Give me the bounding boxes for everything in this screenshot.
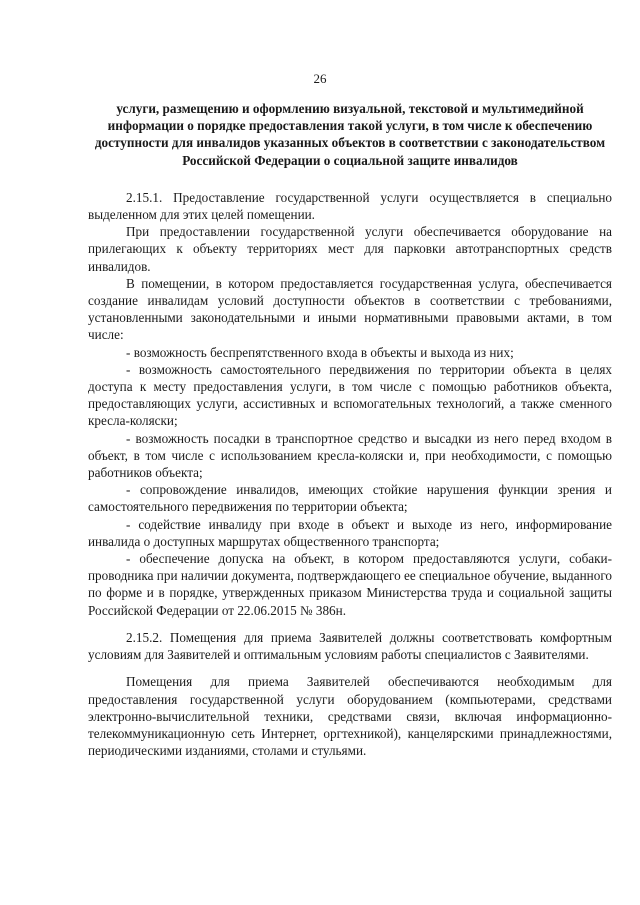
section-heading: услуги, размещению и оформлению визуальной, текстовой и мультимедийной информации о порядке предоставления такой услуги, в том числе к обеспечению доступности для инвалидов указанных объектов в соответствии с законодательством Российской Федерации о социальной защите инвалидов (94, 101, 606, 168)
paragraph-parking: При предоставлении государственной услуги обеспечивается оборудование на прилегающих к объекту территориях мест для парковки автотранспортных средств инвалидов. (88, 224, 612, 274)
paragraph-accessibility-conditions: В помещении, в котором предоставляется государственная услуга, обеспечивается создание инвалидам условий доступности объектов в соответствии с требованиями, установленными законодательными и иными нормативными правовыми актами, в том числе: (88, 275, 612, 343)
paragraph-2-15-1: 2.15.1. Предоставление государственной услуги осуществляется в специально выделенном для этих целей помещении. (88, 189, 612, 223)
document-body (88, 100, 612, 759)
paragraph-equipment: Помещения для приема Заявителей обеспечиваются необходимым для предоставления государственной услуги оборудованием (компьютерами, средствами электронно-вычислительной техники, средствами связи, включая информационно-телекоммуникационную сеть Интернет, оргтехникой), канцелярскими принадлежностями, периодическими изданиями, столами и стульями. (88, 674, 612, 759)
list-item-entry-exit: - возможность беспрепятственного входа в объекты и выхода из них; (126, 344, 514, 360)
list-item-movement: - возможность самостоятельного передвижения по территории объекта в целях доступа к месту предоставления услуги, в том числе с помощью работников объекта, предоставляющих услуги, ассистивных и вспомогательных технологий, а также сменного кресла-коляски; (88, 361, 612, 429)
list-item-assistance: - содействие инвалиду при входе в объект и выходе из него, информирование инвалида о доступных маршрутах общественного транспорта; (88, 516, 612, 549)
list-item-escort: - сопровождение инвалидов, имеющих стойкие нарушения функции зрения и самостоятельного передвижения по территории объекта; (88, 482, 612, 515)
list-item-guide-dog: - обеспечение допуска на объект, в котором предоставляются услуги, собаки-проводника при наличии документа, подтверждающего ее специальное обучение, выданного по форме и в порядке, утвержденных приказом Министерства труда и социальной защиты Российской Федерации от 22.06.2015 № 386н. (88, 551, 612, 618)
paragraph-2-15-2: 2.15.2. Помещения для приема Заявителей должны соответствовать комфортным условиям для Заявителей и оптимальным условиям работы специалистов с Заявителями. (88, 629, 612, 663)
page-number: 26 (313, 71, 327, 86)
list-item-transport: - возможность посадки в транспортное средство и высадки из него перед входом в объект, в том числе с использованием кресла-коляски и, при необходимости, с помощью работников объекта; (88, 430, 612, 481)
